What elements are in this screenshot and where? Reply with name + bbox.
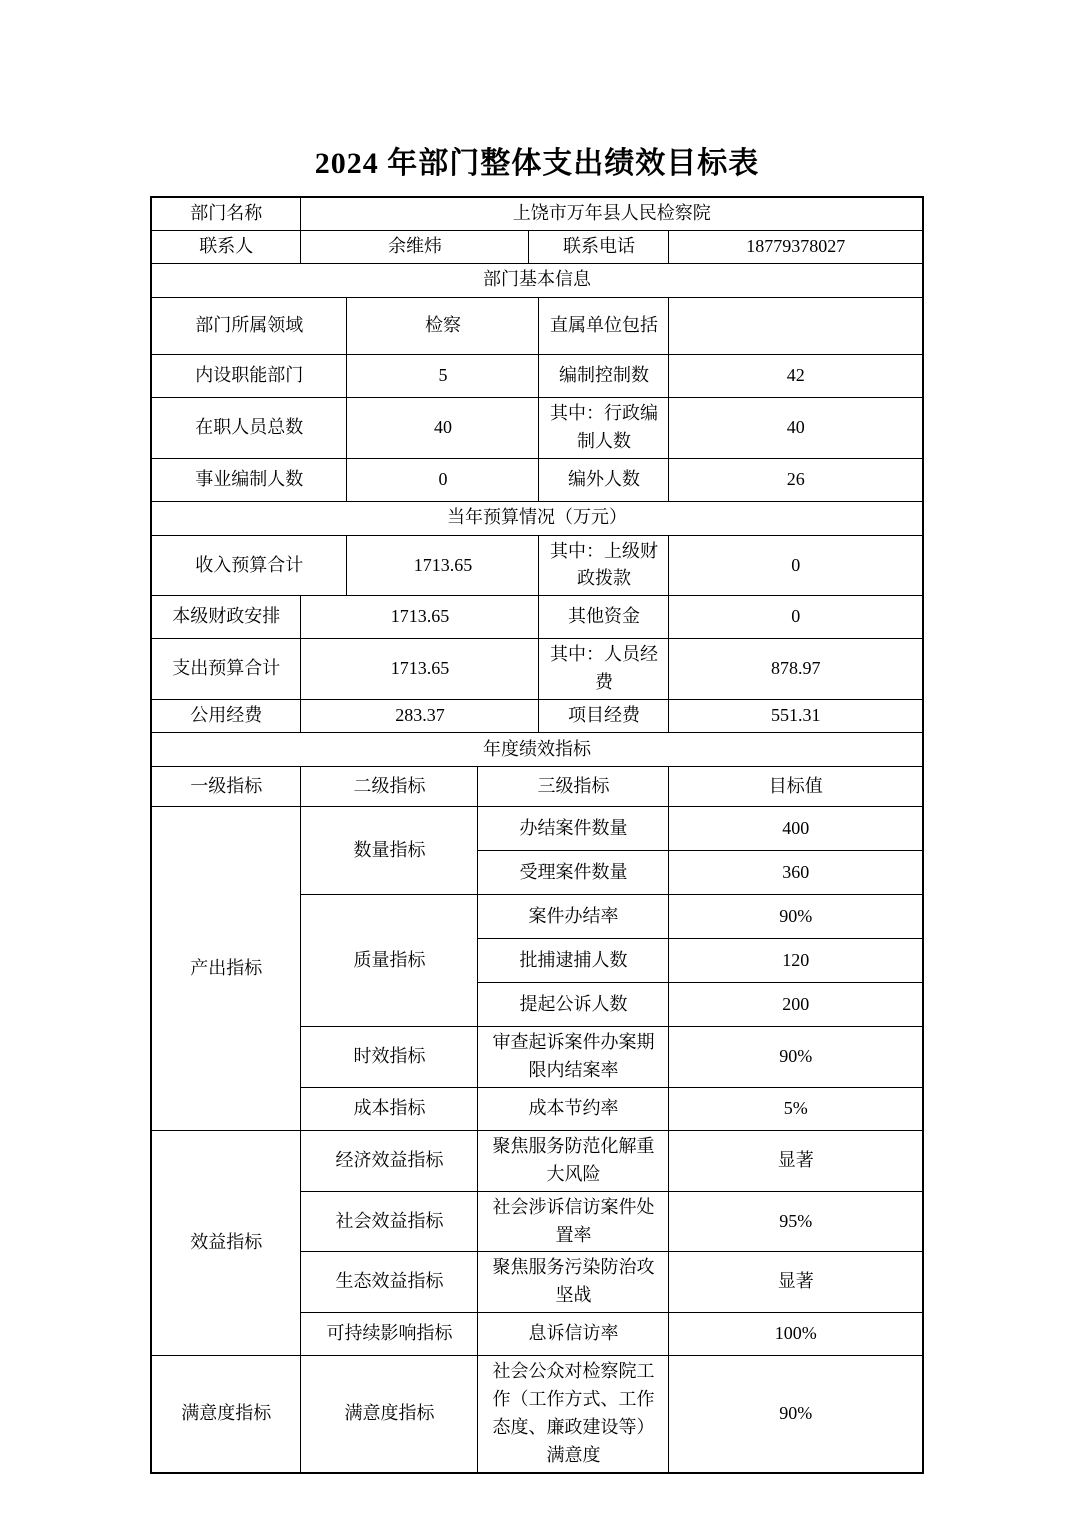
- table-row: [151, 596, 923, 639]
- level2-cell: 成本指标: [301, 1087, 478, 1130]
- indicator-cell: 批捕逮捕人数: [478, 939, 669, 983]
- field-value: 42: [669, 354, 923, 397]
- field-value: 1713.65: [301, 639, 539, 700]
- table-row: [151, 397, 923, 458]
- table-row: [151, 354, 923, 397]
- header-row: [151, 767, 923, 807]
- field-value: 1713.65: [347, 535, 539, 596]
- field-value: 878.97: [669, 639, 923, 700]
- field-label: 本级财政安排: [151, 596, 301, 639]
- field-label: 事业编制人数: [151, 458, 347, 501]
- phone-value: 18779378027: [669, 230, 923, 263]
- section-row: [151, 733, 923, 767]
- field-label: 在职人员总数: [151, 397, 347, 458]
- indicator-cell: 聚焦服务防范化解重大风险: [478, 1130, 669, 1191]
- field-value: 40: [347, 397, 539, 458]
- field-value: 0: [347, 458, 539, 501]
- target-cell: 90%: [669, 895, 923, 939]
- level2-cell: 时效指标: [301, 1027, 478, 1088]
- section-performance-title: 年度绩效指标: [151, 733, 923, 767]
- section-row: [151, 501, 923, 535]
- col-header-level3: 三级指标: [478, 767, 669, 807]
- level1-cell: 效益指标: [151, 1130, 301, 1355]
- table-row: [151, 197, 923, 230]
- target-cell: 显著: [669, 1252, 923, 1313]
- dept-name-label: 部门名称: [151, 197, 301, 230]
- field-value: 40: [669, 397, 923, 458]
- field-value: [669, 297, 923, 354]
- performance-target-table: [150, 196, 924, 1474]
- level2-cell: 经济效益指标: [301, 1130, 478, 1191]
- field-label: 编外人数: [539, 458, 669, 501]
- field-label: 其中：行政编制人数: [539, 397, 669, 458]
- indicator-cell: 提起公诉人数: [478, 983, 669, 1027]
- table-row: [151, 297, 923, 354]
- col-header-level1: 一级指标: [151, 767, 301, 807]
- level2-cell: 生态效益指标: [301, 1252, 478, 1313]
- indicator-cell: 息诉信访率: [478, 1313, 669, 1356]
- field-value: 26: [669, 458, 923, 501]
- field-label: 直属单位包括: [539, 297, 669, 354]
- field-label: 其他资金: [539, 596, 669, 639]
- field-label: 其中：上级财政拨款: [539, 535, 669, 596]
- table-row: [151, 535, 923, 596]
- table-row: [151, 639, 923, 700]
- target-cell: 5%: [669, 1087, 923, 1130]
- field-value: 5: [347, 354, 539, 397]
- indicator-row: [151, 1130, 923, 1191]
- page-title: 2024 年部门整体支出绩效目标表: [314, 147, 760, 180]
- indicator-row: [151, 807, 923, 851]
- indicator-cell: 案件办结率: [478, 895, 669, 939]
- field-value: 283.37: [301, 700, 539, 733]
- field-label: 部门所属领域: [151, 297, 347, 354]
- field-value: 1713.65: [301, 596, 539, 639]
- field-label: 支出预算合计: [151, 639, 301, 700]
- target-cell: 90%: [669, 1356, 923, 1473]
- level1-cell: 产出指标: [151, 807, 301, 1131]
- field-label: 公用经费: [151, 700, 301, 733]
- section-budget-title: 当年预算情况（万元）: [151, 501, 923, 535]
- field-label: 收入预算合计: [151, 535, 347, 596]
- target-cell: 400: [669, 807, 923, 851]
- field-label: 其中：人员经费: [539, 639, 669, 700]
- field-label: 编制控制数: [539, 354, 669, 397]
- indicator-row: [151, 1356, 923, 1473]
- target-cell: 显著: [669, 1130, 923, 1191]
- indicator-cell: 社会公众对检察院工作（工作方式、工作态度、廉政建设等）满意度: [478, 1356, 669, 1473]
- level1-cell: 满意度指标: [151, 1356, 301, 1473]
- dept-name-value: 上饶市万年县人民检察院: [301, 197, 923, 230]
- col-header-target: 目标值: [669, 767, 923, 807]
- field-label: 项目经费: [539, 700, 669, 733]
- indicator-cell: 聚焦服务污染防治攻坚战: [478, 1252, 669, 1313]
- field-value: 551.31: [669, 700, 923, 733]
- table-row: [151, 458, 923, 501]
- level2-cell: 数量指标: [301, 807, 478, 895]
- target-cell: 200: [669, 983, 923, 1027]
- field-value: 0: [669, 596, 923, 639]
- table-row: [151, 700, 923, 733]
- level2-cell: 质量指标: [301, 895, 478, 1027]
- field-value: 检察: [347, 297, 539, 354]
- contact-value: 余维炜: [301, 230, 529, 263]
- phone-label: 联系电话: [529, 230, 669, 263]
- indicator-cell: 社会涉诉信访案件处置率: [478, 1191, 669, 1252]
- level2-cell: 可持续影响指标: [301, 1313, 478, 1356]
- field-value: 0: [669, 535, 923, 596]
- indicator-cell: 成本节约率: [478, 1087, 669, 1130]
- level2-cell: 社会效益指标: [301, 1191, 478, 1252]
- level2-cell: 满意度指标: [301, 1356, 478, 1473]
- field-label: 内设职能部门: [151, 354, 347, 397]
- indicator-cell: 受理案件数量: [478, 851, 669, 895]
- section-row: [151, 263, 923, 297]
- table-row: [151, 230, 923, 263]
- target-cell: 360: [669, 851, 923, 895]
- indicator-cell: 办结案件数量: [478, 807, 669, 851]
- contact-label: 联系人: [151, 230, 301, 263]
- indicator-cell: 审查起诉案件办案期限内结案率: [478, 1027, 669, 1088]
- target-cell: 90%: [669, 1027, 923, 1088]
- target-cell: 120: [669, 939, 923, 983]
- section-basic-info-title: 部门基本信息: [151, 263, 923, 297]
- target-cell: 95%: [669, 1191, 923, 1252]
- target-cell: 100%: [669, 1313, 923, 1356]
- col-header-level2: 二级指标: [301, 767, 478, 807]
